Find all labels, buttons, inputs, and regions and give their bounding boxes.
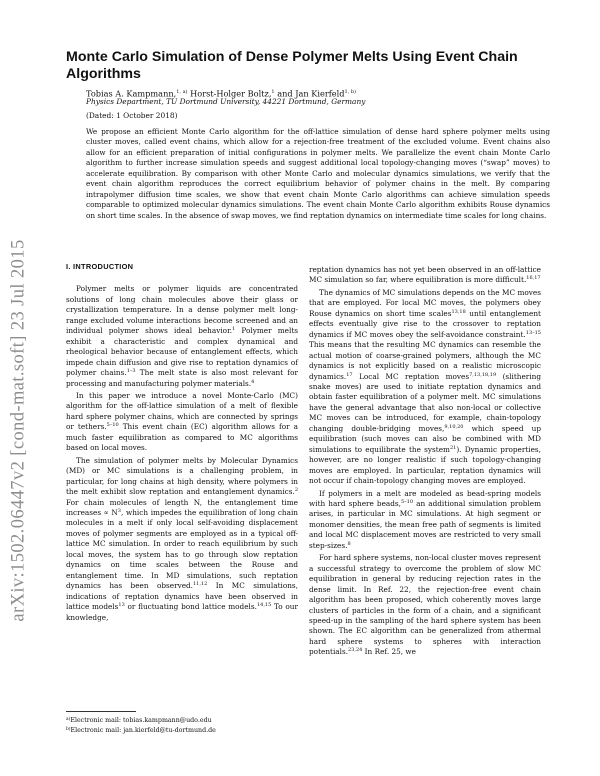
- paragraph-text: In MC simulations, indications of reptation dynamics have been observed in lattice models: [66, 581, 298, 612]
- paragraph-text: The dynamics of MC simulations depends on the MC moves that are employed. For local MC moves, the polymers obey Rouse dynamics on short time scales: [309, 287, 541, 318]
- paragraph-text: This event chain (EC) algorithm allows for a much faster equilibration as compared to MC algorithms based on local moves.: [66, 422, 298, 453]
- citation: 2: [294, 487, 298, 494]
- paragraph-text: which speed up equilibration (such moves can also be combined with MD simulations to equilibrate the system: [309, 423, 541, 454]
- citation: 1–3: [126, 368, 136, 375]
- footnote-mark: b): [66, 726, 71, 732]
- paragraph-text: Polymer melts or polymer liquids are concentrated solutions of long chain molecules above their glass or crystallization temperature. In a dense polymer melt long-range excluded volume interactions become screened and an individual polymer shows ideal behavior.: [66, 284, 298, 336]
- affiliation: Physics Department, TU Dortmund University, 44221 Dortmund, Germany: [86, 97, 366, 106]
- paragraph-text: or fluctuating bond lattice models.: [124, 602, 257, 612]
- section-heading: I. INTRODUCTION: [66, 262, 134, 271]
- paragraph-text: In Ref. 25, we: [362, 647, 416, 657]
- paragraph-text: reptation dynamics has not yet been observed in an off-lattice MC simulation so far, where equilibration is more difficult.: [309, 265, 541, 285]
- arxiv-watermark: [6, 180, 32, 680]
- paragraph-text: The melt state is also most relevant for processing and manufacturing polymer materials.: [66, 368, 298, 388]
- citation: 17: [346, 371, 353, 378]
- citation: 14,15: [256, 602, 272, 609]
- author-mark: 1, a): [176, 89, 188, 95]
- paragraph-text: an additional simulation problem arises, in particular in MC simulations. At high segment or monomer densities, the mean free path of segments is limited and local MC displacement moves are restricted to very small step-sizes.: [309, 498, 541, 550]
- paragraph-text: (slithering snake moves) are used to initiate reptation dynamics and obtain faster equilibration of a polymer melt. MC simulations have the general advantage that also non-local or collective MC moves can be introduced, for example, chain-topology changing double-bridging moves,: [309, 371, 541, 433]
- paragraph: [309, 489, 541, 552]
- citation: 9,10,20: [444, 423, 464, 430]
- left-column: [66, 262, 298, 623]
- footnote-mark: a): [66, 717, 71, 722]
- citation: 5–10: [106, 422, 119, 429]
- paragraph: [66, 456, 298, 623]
- citation: 11,12: [193, 581, 208, 588]
- arxiv-id: arXiv:1502.06447v2 [cond-mat.soft] 23 Jul 2015: [8, 238, 29, 622]
- citation: 13: [118, 602, 125, 609]
- paper-title: Monte Carlo Simulation of Dense Polymer Melts Using Event Chain Algorithms: [66, 49, 518, 82]
- paragraph-text: , which impedes the equilibration of long chain molecules in a melt if only local self-avoiding displacement moves of polymer segments are employed as in a typical off-lattice MC simulation. In order to reach equilibrium by such local moves, the system has to go through slow reptation dynamics on time scales between the Rouse and entanglement time. In MD simulations, such reptation dynamics has been observed.: [66, 507, 298, 591]
- citation: 16,17: [526, 275, 541, 282]
- paragraph-text: Polymer melts exhibit a characteristic and complex dynamical and rheological behavior because of entanglement effects, which impede chain diffusion and give rise to reptation dynamics of polymer chains.: [66, 326, 298, 378]
- right-column: [309, 265, 541, 658]
- paragraph-text: For chain molecules of length N, the entanglement time increases ∝ N: [66, 497, 298, 517]
- paragraph: [309, 265, 541, 286]
- citation: 21: [449, 444, 457, 451]
- author-name: and Jan Kierfeld: [274, 88, 345, 99]
- paragraph: [309, 553, 541, 658]
- date-line: (Dated: 1 October 2018): [86, 111, 178, 120]
- paragraph-text: This means that the resulting MC dynamics can resemble the actual motion of coarse-grained polymers, although the MC dynamics is not explicitly based on a realistic microscopic dynamics.: [309, 340, 541, 381]
- paragraph-text: until entanglement effects eventually give rise to the crossover to reptation dynamics if MC moves obey the self-avoidance constraint.: [309, 308, 541, 339]
- citation: 13,18: [451, 308, 466, 315]
- paragraph-text: Local MC reptation moves: [352, 371, 470, 381]
- footnote: [66, 726, 216, 736]
- paragraph-text: To our knowledge,: [66, 602, 298, 622]
- author-name: Horst-Holger Boltz,: [187, 88, 272, 99]
- footnotes: [66, 716, 216, 735]
- paragraph-text: For hard sphere systems, non-local cluster moves represent a successful strategy to overcome the problem of slow MC equilibration in general by reducing rejection rates in the dense limit. In Ref. 22, the rejection-free event chain algorithm has been proposed, which coherently moves large clusters of particles in the form of a chain, and a significant speed-up in the sampling of the hard sphere system has been shown. The EC algorithm can be generalized from athermal hard sphere systems to spheres with interaction potentials.: [309, 553, 541, 657]
- citation: 4: [251, 378, 255, 385]
- paragraph: [66, 284, 298, 389]
- citation: 8: [347, 540, 351, 547]
- footnote-text: Electronic mail: jan.kierfeld@tu-dortmund.de: [70, 726, 216, 734]
- citation: 5–10: [400, 498, 414, 505]
- citation: 13–15: [525, 329, 541, 336]
- paragraph-text: In this paper we introduce a novel Monte-Carlo (MC) algorithm for the off-lattice simulation of a melt of flexible hard sphere polymer chains, which are connected by springs or tethers.: [66, 390, 298, 432]
- paragraph-text: ). Dynamic properties, however, are no longer realistic if such topology-changing moves are employed. In particular, reptation dynamics will not occur if chain-topology changing moves are employed.: [309, 444, 541, 486]
- paragraph-text: The simulation of polymer melts by Molecular Dynamics (MD) or MC simulations is a challenging problem, in particular, for long chains at high density, where polymers in the melt exhibit slow reptation and entanglement dynamics.: [66, 455, 298, 497]
- paragraph-text: If polymers in a melt are modeled as bead-spring models with hard sphere beads,: [309, 488, 541, 508]
- citation: 1: [232, 326, 236, 333]
- exponent: 3: [117, 507, 121, 514]
- footnote-text: Electronic mail: tobias.kampmann@udo.edu: [70, 717, 212, 724]
- paragraph: [66, 391, 298, 454]
- author-name: Tobias A. Kampmann,: [86, 88, 177, 99]
- paragraph: [309, 288, 541, 487]
- citation: 23,24: [348, 647, 363, 654]
- author-mark: 1: [271, 89, 275, 95]
- footnote: [66, 716, 216, 726]
- author-mark: 1, b): [344, 89, 356, 95]
- abstract: We propose an efficient Monte Carlo algorithm for the off-lattice simulation of dense hard sphere polymer melts using cluster moves, called event chains, which allow for a rejection-free treatment of the excluded volume. Event chains also allow for an efficient preparation of initial configurations in polymer melts. We parallelize the event chain Monte Carlo algorithm to further increase simulation speeds and suggest additional local topology-changing moves (“swap” moves) to accelerate equilibration. By comparison with other Monte Carlo and molecular dynamics simulations, we verify that the event chain algorithm reproduces the correct equilibrium behavior of polymer chains in the melt. By comparing intrapolymer diffusion time scales, we show that event chain Monte Carlo algorithms can achieve simulation speeds comparable to optimized molecular dynamics simulations. The event chain Monte Carlo algorithm exhibits Rouse dynamics on short time scales. In the absence of swap moves, we find reptation dynamics on intermediate time scales for long chains.: [86, 127, 550, 220]
- citation: 7,13,18,19: [469, 371, 497, 378]
- footnote-divider: [66, 711, 136, 712]
